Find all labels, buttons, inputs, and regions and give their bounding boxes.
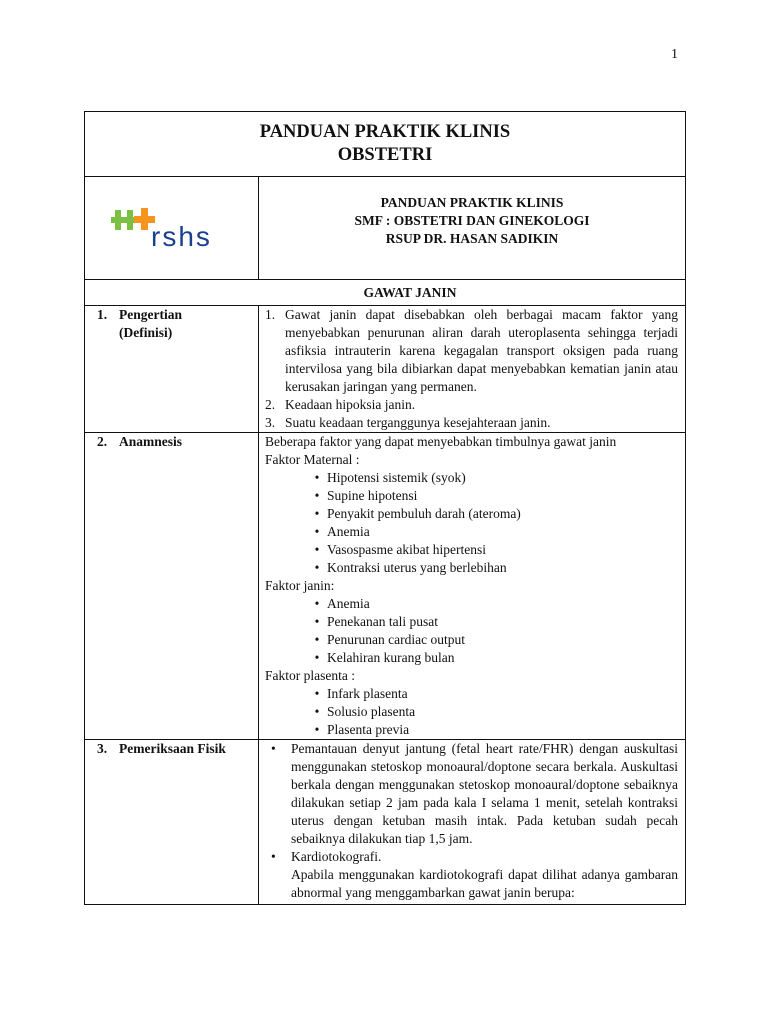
list-item	[265, 414, 678, 432]
list-text: Apabila menggunakan kardiotokografi dapat dilihat adanya gambaran abnormal yang menggambarkan gawat janin berupa:	[291, 867, 678, 900]
section-title	[85, 280, 685, 306]
list-item	[265, 595, 678, 613]
label-pemeriksaan-fisik	[85, 740, 259, 904]
body-pengertian	[259, 306, 685, 432]
page-number: 1	[671, 47, 678, 62]
body-anamnesis	[259, 433, 685, 739]
bullet-icon: •	[314, 650, 320, 665]
list-text: Kardiotokografi.	[291, 849, 382, 864]
document-title	[85, 112, 685, 177]
bullet-icon: •	[314, 614, 320, 629]
bullet-icon: •	[314, 470, 320, 485]
bullet-icon: •	[271, 849, 276, 864]
janin-heading: Faktor janin:	[265, 578, 335, 593]
label-text: Anamnesis	[119, 434, 183, 449]
list-item	[265, 685, 678, 703]
list-text: Penekanan tali pusat	[327, 614, 438, 629]
logo-text: rshs	[151, 221, 212, 250]
list-item	[265, 469, 678, 487]
list-text: Gawat janin dapat disebabkan oleh berbagai macam faktor yang menyebabkan penurunan aliran darah uteroplasenta sehingga terjadi asfiksia intrauterin karena kegagalan transport oksigen pada ruang intervilosa yang bila dibiarkan dapat menyebabkan kematian janin atau kerusakan jaringan yang permanen.	[285, 307, 678, 394]
cross-plus-icon	[111, 208, 155, 230]
bullet-icon: •	[314, 506, 320, 521]
row-anamnesis	[85, 433, 685, 740]
list-item	[265, 396, 678, 414]
list-text: Kelahiran kurang bulan	[327, 650, 455, 665]
header-line-3: RSUP DR. HASAN SADIKIN	[385, 231, 559, 246]
label-anamnesis	[85, 433, 259, 739]
section-title-text: GAWAT JANIN	[363, 285, 457, 300]
list-item	[265, 487, 678, 505]
row-number: 2.	[97, 434, 108, 449]
anamnesis-intro: Beberapa faktor yang dapat menyebabkan timbulnya gawat janin	[265, 434, 617, 449]
list-number: 1.	[265, 307, 276, 322]
list-text: Vasospasme akibat hipertensi	[327, 542, 486, 557]
logo-cell	[85, 177, 259, 279]
bullet-icon: •	[271, 741, 276, 756]
bullet-icon: •	[314, 686, 320, 701]
list-text: Penyakit pembuluh darah (ateroma)	[327, 506, 521, 521]
list-item	[265, 703, 678, 721]
list-number: 2.	[265, 397, 276, 412]
list-item	[265, 306, 678, 396]
body-pemeriksaan-fisik	[259, 740, 685, 904]
list-item	[265, 613, 678, 631]
label-subtext: (Definisi)	[119, 325, 173, 340]
header-line-2: SMF : OBSTETRI DAN GINEKOLOGI	[354, 213, 590, 228]
list-item	[265, 721, 678, 739]
list-text: Infark plasenta	[327, 686, 408, 701]
row-pemeriksaan-fisik	[85, 740, 685, 904]
bullet-icon: •	[314, 524, 320, 539]
list-text: Hipotensi sistemik (syok)	[327, 470, 466, 485]
bullet-icon: •	[314, 596, 320, 611]
header-text	[259, 177, 685, 279]
bullet-icon: •	[314, 632, 320, 647]
bullet-icon: •	[314, 722, 320, 737]
maternal-heading: Faktor Maternal :	[265, 452, 360, 467]
list-text: Suatu keadaan terganggunya kesejahteraan janin.	[285, 415, 551, 430]
row-number: 3.	[97, 741, 108, 756]
list-text: Keadaan hipoksia janin.	[285, 397, 416, 412]
list-text: Solusio plasenta	[327, 704, 416, 719]
list-item	[265, 631, 678, 649]
list-item	[265, 848, 678, 902]
list-item	[265, 505, 678, 523]
list-text: Anemia	[327, 524, 370, 539]
list-text: Kontraksi uterus yang berlebihan	[327, 560, 507, 575]
label-pengertian	[85, 306, 259, 432]
row-pengertian	[85, 306, 685, 433]
plasenta-heading: Faktor plasenta :	[265, 668, 355, 683]
list-item	[265, 740, 678, 848]
list-item	[265, 559, 678, 577]
title-line-2: OBSTETRI	[337, 145, 433, 165]
list-text: Pemantauan denyut jantung (fetal heart rate/FHR) dengan auskultasi menggunakan stetoskop monoaural/doptone secara berkala. Auskultasi berkala dengan menggunakan stetoskop monoaural/doptone sebaiknya dilakukan setiap 2 jam pada kala I selama 1 menit, setelah kontraksi uterus dengan ketuban masih intak. Pada ketuban sudah pecah sebaiknya dilakukan tiap 1,5 jam.	[291, 741, 678, 846]
list-text: Anemia	[327, 596, 370, 611]
list-item	[265, 523, 678, 541]
list-text: Supine hipotensi	[327, 488, 418, 503]
label-text: Pemeriksaan Fisik	[119, 741, 226, 756]
row-number: 1.	[97, 307, 108, 322]
bullet-icon: •	[314, 704, 320, 719]
header-line-1: PANDUAN PRAKTIK KLINIS	[380, 195, 564, 210]
header-row	[85, 177, 685, 280]
list-item	[265, 649, 678, 667]
list-block	[291, 848, 678, 902]
label-text: Pengertian	[119, 307, 182, 322]
title-line-1: PANDUAN PRAKTIK KLINIS	[259, 122, 511, 142]
bullet-icon: •	[314, 560, 320, 575]
bullet-icon: •	[314, 542, 320, 557]
list-item	[265, 541, 678, 559]
clinical-guideline-table	[84, 111, 686, 905]
list-number: 3.	[265, 415, 276, 430]
list-text: Penurunan cardiac output	[327, 632, 465, 647]
bullet-icon: •	[314, 488, 320, 503]
rshs-logo	[111, 206, 227, 250]
list-text: Plasenta previa	[327, 722, 410, 737]
